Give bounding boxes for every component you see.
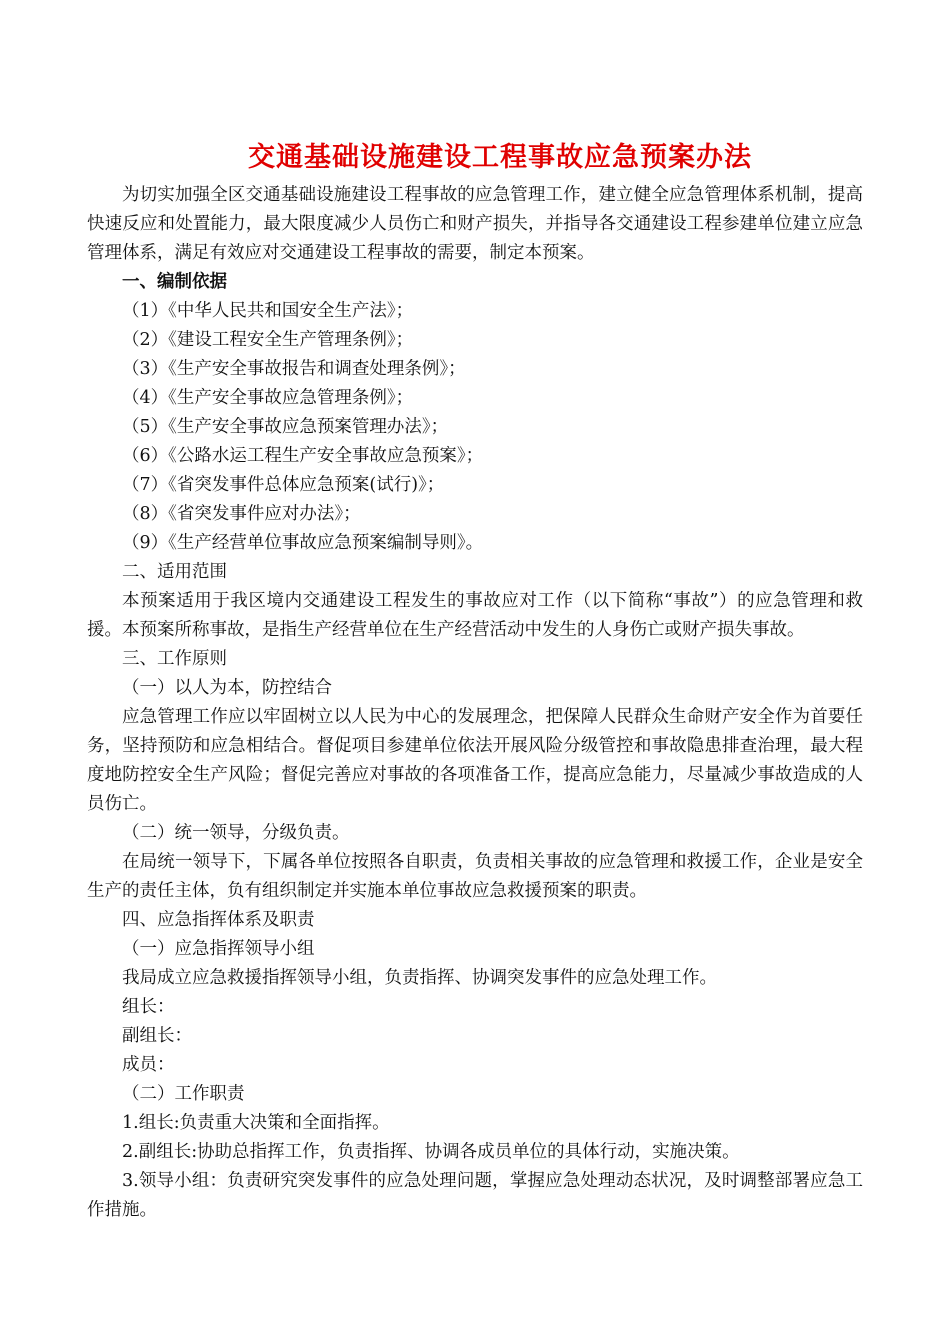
document-title: 交通基础设施建设工程事故应急预案办法	[248, 142, 752, 173]
document-body	[87, 181, 863, 1225]
paragraph: 在局统一领导下，下属各单位按照各自职责，负责相关事故的应急管理和救援工作，企业是安全生产的责任主体，负有组织制定并实施本单位事故应急救援预案的职责。	[87, 852, 863, 901]
paragraph: （4）《生产安全事故应急管理条例》；	[122, 388, 414, 408]
paragraph: 三、工作原则	[122, 649, 227, 669]
paragraph: （8）《省突发事件应对办法》；	[122, 504, 361, 524]
paragraph: 3.领导小组：负责研究突发事件的应急处理问题，掌握应急处理动态状况，及时调整部署应急工作措施。	[87, 1171, 863, 1220]
paragraph: 成员：	[122, 1055, 175, 1075]
paragraph: （二）统一领导，分级负责。	[122, 823, 350, 843]
paragraph: 1.组长:负责重大决策和全面指挥。	[122, 1113, 390, 1133]
paragraph: 为切实加强全区交通基础设施建设工程事故的应急管理工作，建立健全应急管理体系机制，提高快速反应和处置能力，最大限度减少人员伤亡和财产损失，并指导各交通建设工程参建单位建立应急管理体系，满足有效应对交通建设工程事故的需要，制定本预案。	[87, 185, 863, 263]
paragraph: 四、应急指挥体系及职责	[122, 910, 315, 930]
section-heading: 一、编制依据	[122, 272, 227, 292]
paragraph: 副组长：	[122, 1026, 192, 1046]
document-page	[87, 128, 863, 1225]
paragraph: （9）《生产经营单位事故应急预案编制导则》。	[122, 533, 484, 553]
paragraph: （5）《生产安全事故应急预案管理办法》；	[122, 417, 449, 437]
paragraph: 应急管理工作应以牢固树立以人民为中心的发展理念，把保障人民群众生命财产安全作为首要任务，坚持预防和应急相结合。督促项目参建单位依法开展风险分级管控和事故隐患排查治理，最大程度地防控安全生产风险；督促完善应对事故的各项准备工作，提高应急能力，尽量减少事故造成的人员伤亡。	[87, 707, 863, 814]
paragraph: 二、适用范围	[122, 562, 227, 582]
paragraph: 我局成立应急救援指挥领导小组，负责指挥、协调突发事件的应急处理工作。	[122, 968, 717, 988]
paragraph: 本预案适用于我区境内交通建设工程发生的事故应对工作（以下简称“事故”）的应急管理和救援。本预案所称事故，是指生产经营单位在生产经营活动中发生的人身伤亡或财产损失事故。	[87, 591, 863, 640]
paragraph: （一）应急指挥领导小组	[122, 939, 315, 959]
paragraph: （2）《建设工程安全生产管理条例》；	[122, 330, 414, 350]
paragraph: （6）《公路水运工程生产安全事故应急预案》；	[122, 446, 484, 466]
paragraph: （一）以人为本，防控结合	[122, 678, 332, 698]
paragraph: 组长：	[122, 997, 175, 1017]
paragraph: 2.副组长:协助总指挥工作，负责指挥、协调各成员单位的具体行动，实施决策。	[122, 1142, 740, 1162]
paragraph: （1）《中华人民共和国安全生产法》；	[122, 301, 414, 321]
paragraph: （7）《省突发事件总体应急预案(试行)》；	[122, 475, 445, 495]
paragraph: （3）《生产安全事故报告和调查处理条例》；	[122, 359, 466, 379]
paragraph: （二）工作职责	[122, 1084, 245, 1104]
